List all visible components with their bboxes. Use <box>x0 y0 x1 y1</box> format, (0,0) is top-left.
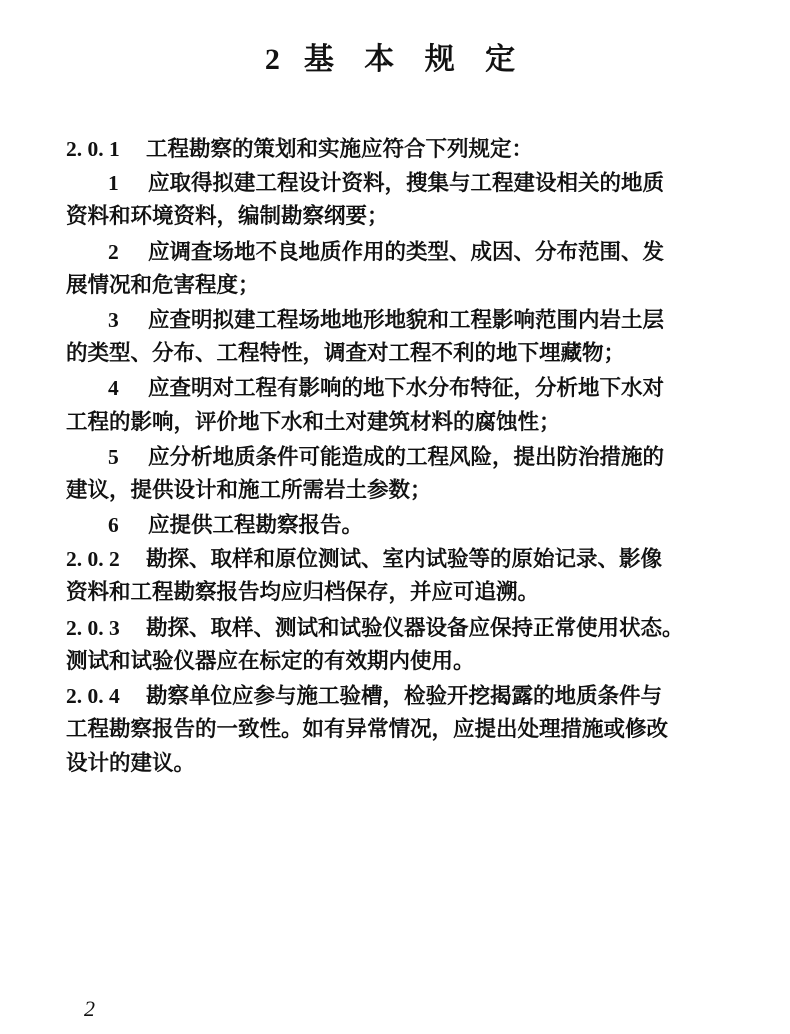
item-text: 应查明拟建工程场地地形地貌和工程影响范围内岩土层 <box>148 307 665 333</box>
clause-text: 勘察单位应参与施工验槽，检验开挖揭露的地质条件与 <box>146 684 663 709</box>
list-item <box>66 440 726 474</box>
item-continuation: 的类型、分布、工程特性，调查对工程不利的地下埋藏物； <box>66 341 626 367</box>
item-number: 1 <box>108 171 119 196</box>
chapter-title <box>0 38 790 82</box>
body-text <box>66 132 726 782</box>
item-text: 应提供工程勘察报告。 <box>148 513 364 539</box>
clause-continuation: 测试和试验仪器应在标定的有效期内使用。 <box>66 648 475 674</box>
list-item <box>66 166 726 200</box>
clause-2-0-4-line <box>66 679 726 713</box>
page-number: 2 <box>84 996 95 1021</box>
clause-number: 2. 0. 1 <box>66 137 120 161</box>
clause-number: 2. 0. 2 <box>66 547 120 572</box>
item-text: 应查明对工程有影响的地下水分布特征，分析地下水对 <box>148 376 665 402</box>
item-number: 3 <box>108 307 119 332</box>
clause-number: 2. 0. 3 <box>66 615 120 640</box>
list-item <box>66 235 726 269</box>
item-text: 应分析地质条件可能造成的工程风险，提出防治措施的 <box>148 444 665 470</box>
chapter-heading: 基 本 规 定 <box>303 42 526 77</box>
item-number: 5 <box>108 444 119 469</box>
clause-number: 2. 0. 4 <box>66 684 120 708</box>
list-item <box>66 508 726 542</box>
item-continuation: 建议，提供设计和施工所需岩土参数； <box>66 477 432 503</box>
item-text: 应取得拟建工程设计资料，搜集与工程建设相关的地质 <box>148 171 665 197</box>
item-text: 应调查场地不良地质作用的类型、成因、分布范围、发 <box>148 239 665 265</box>
item-continuation: 展情况和危害程度； <box>66 272 260 298</box>
clause-continuation: 资料和工程勘察报告均应归档保存，并应可追溯。 <box>66 580 540 606</box>
item-number: 2 <box>108 239 119 264</box>
item-number: 4 <box>108 376 119 401</box>
item-number: 6 <box>108 513 119 538</box>
clause-2-0-2-line <box>66 542 726 576</box>
clause-text: 勘探、取样和原位测试、室内试验等的原始记录、影像 <box>146 547 663 573</box>
clause-text: 工程勘察的策划和实施应符合下列规定： <box>146 137 534 162</box>
clause-continuation: 设计的建议。 <box>66 751 196 777</box>
list-item <box>66 371 726 405</box>
clause-2-0-3-line <box>66 611 726 645</box>
item-continuation: 资料和环境资料，编制勘察纲要； <box>66 204 389 230</box>
clause-continuation: 工程勘察报告的一致性。如有异常情况，应提出处理措施或修改 <box>66 717 669 743</box>
chapter-number: 2 <box>264 43 290 76</box>
clause-2-0-1-line <box>66 132 726 166</box>
item-continuation: 工程的影响，评价地下水和土对建筑材料的腐蚀性； <box>66 409 561 435</box>
clause-text: 勘探、取样、测试和试验仪器设备应保持正常使用状态。 <box>146 615 684 641</box>
list-item <box>66 303 726 337</box>
